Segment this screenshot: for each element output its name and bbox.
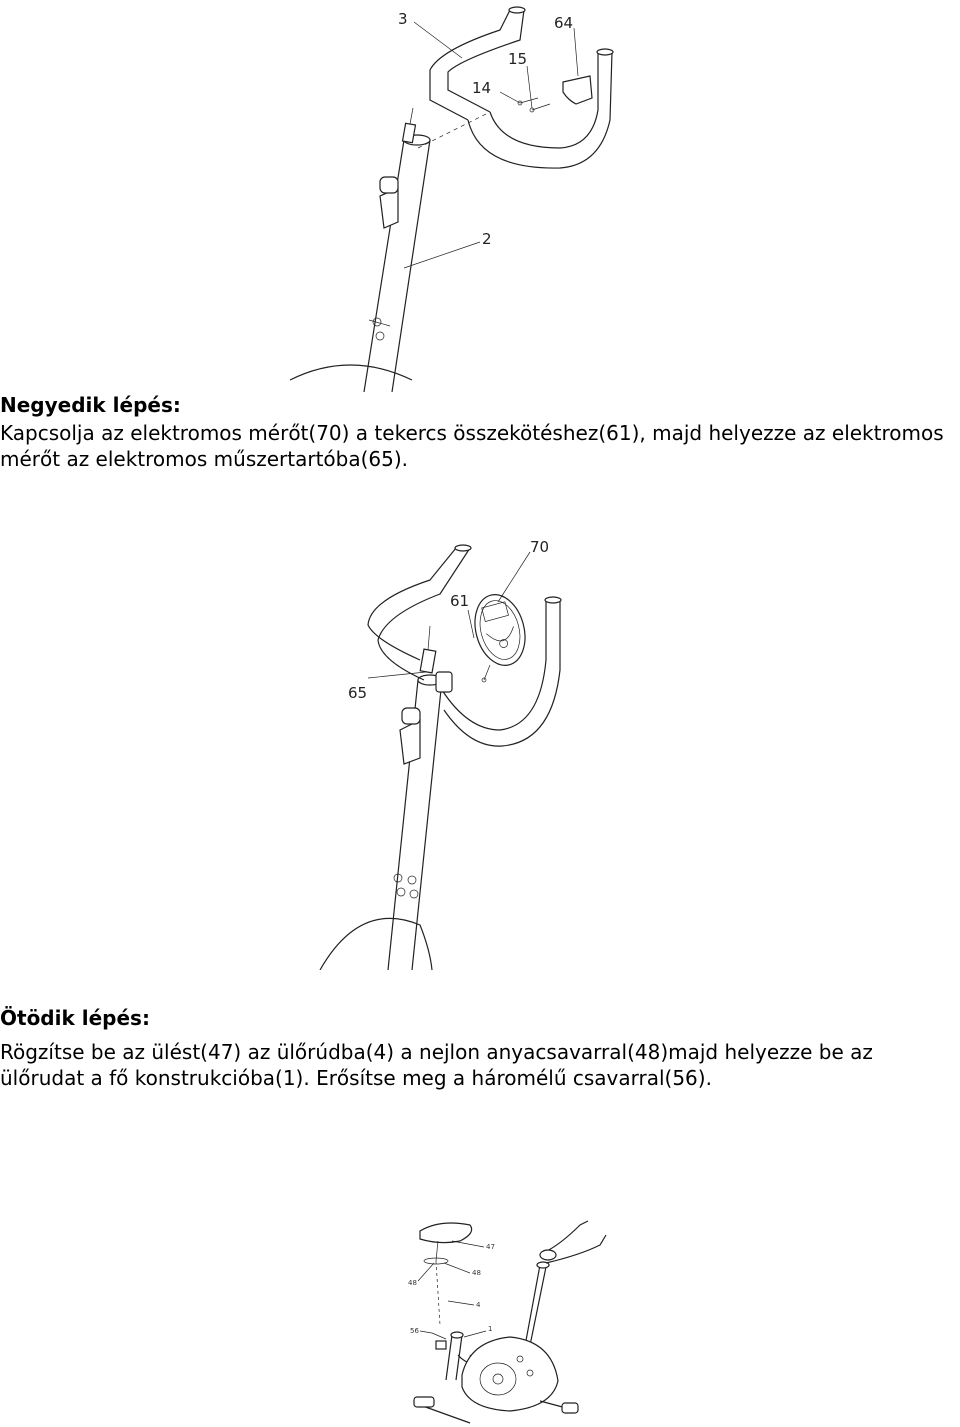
handlebar-assembly-diagram: [0, 0, 960, 392]
callout-65: 65: [348, 684, 368, 702]
seat-assembly-diagram: [0, 1205, 960, 1427]
step5-text: Rögzítse be az ülést(47) az ülőrúdba(4) a nejlon anyacsavarral(48)majd helyezze be az ülőrudat a fő konstrukcióba(1). Erősítse meg a háromélű csavarral(56).: [0, 1040, 873, 1090]
console-mounting-diagram: [0, 530, 960, 970]
step5-heading: Ötödik lépés:: [0, 1006, 150, 1030]
callout-3: 3: [398, 10, 408, 28]
step4-heading: Negyedik lépés:: [0, 393, 181, 417]
step4-text: Kapcsolja az elektromos mérőt(70) a tekercs összekötéshez(61), majd helyezze az elektromos mérőt az elektromos műszertartóba(65).: [0, 421, 944, 471]
callout-1: 1: [488, 1325, 493, 1333]
callout-4: 4: [476, 1301, 481, 1309]
callout-47: 47: [486, 1243, 495, 1251]
callout-70: 70: [530, 538, 550, 556]
callout-64: 64: [554, 14, 574, 32]
callout-14: 14: [472, 79, 492, 97]
callout-48-right: 48: [472, 1269, 481, 1277]
callout-15: 15: [508, 50, 528, 68]
callout-56: 56: [410, 1327, 419, 1335]
callout-61: 61: [450, 592, 470, 610]
callout-2: 2: [482, 230, 492, 248]
callout-48-left: 48: [408, 1279, 417, 1287]
